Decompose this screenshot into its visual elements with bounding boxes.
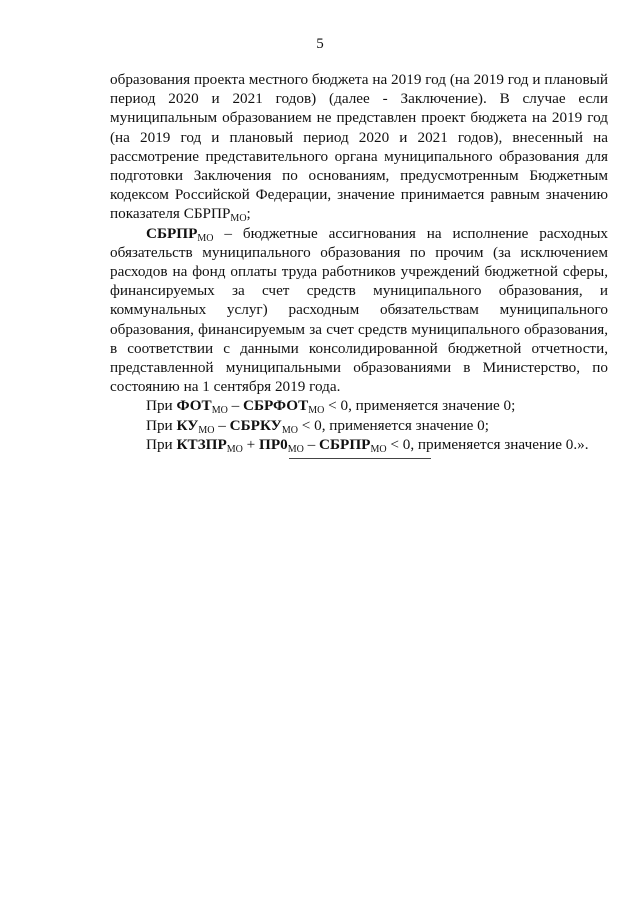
formula-condition: < 0, применяется значение 0.». (386, 435, 589, 453)
paragraph-definition-sbrpr (110, 224, 608, 397)
formula-line-3 (110, 435, 608, 454)
formula-prefix: При (146, 435, 177, 453)
punctuation: ; (246, 205, 251, 223)
subscript: МО (198, 424, 215, 436)
subscript: МО (197, 232, 214, 244)
subscript: МО (226, 443, 243, 455)
subscript: МО (370, 443, 387, 455)
end-divider-line (289, 458, 431, 459)
formula-term: СБРФОТ (243, 397, 309, 415)
formula-prefix: При (146, 397, 177, 415)
formula-term: КУ (176, 416, 199, 434)
subscript: МО (287, 443, 304, 455)
formula-term: КТЗПР (176, 435, 227, 453)
formula-condition: < 0, применяется значение 0; (297, 416, 489, 434)
document-body (110, 70, 608, 454)
formula-term: ПР0 (259, 435, 288, 453)
formula-term: ФОТ (176, 397, 212, 415)
paragraph-conclusion-text: образования проекта местного бюджета на 2019 год (на 2019 год и плановый период 2020 и 2021 годов) (далее - Заключение). В случае если муниципальным образованием не представлен проект бюджета на 2019 год (на 2019 год и плановый период 2020 и 2021 годов), внесенный на рассмотрение представительного органа муниципального образования для подготовки Заключения по основаниям, предусмотренным Бюджетным кодексом Российской Федерации, значение принимается равным значению показателя СБРПР (110, 71, 608, 223)
formula-operator: – (303, 435, 320, 453)
formula-term: СБРПР (319, 435, 371, 453)
formula-operator: + (242, 435, 260, 453)
formula-line-2 (110, 416, 608, 435)
subscript: МО (230, 213, 247, 225)
subscript: МО (308, 405, 325, 417)
paragraph-conclusion (110, 70, 608, 224)
formula-operator: – (214, 416, 230, 434)
page-number: 5 (316, 36, 324, 52)
formula-operator: – (227, 397, 243, 415)
formula-condition: < 0, применяется значение 0; (324, 397, 516, 415)
subscript: МО (281, 424, 298, 436)
definition-text: – бюджетные ассигнования на исполнение расходных обязательств муниципального образования по прочим (за исключением расходов на фонд оплаты труда работников учреждений бюджетной сферы, финансируемых за счет средств муниципального образования, и коммунальных услуг) расходным обязательствам муниципального образования, финансируемым за счет средств муниципального образования, в соответствии с данными консолидированной бюджетной отчетности, представленной муниципальными образованиями в Министерство, по состоянию на 1 сентября 2019 года. (110, 224, 608, 396)
formula-prefix: При (146, 416, 177, 434)
term-sbrpr: СБРПР (146, 224, 198, 242)
formula-line-1 (110, 396, 608, 415)
formula-term: СБРКУ (229, 416, 282, 434)
subscript: МО (211, 405, 228, 417)
